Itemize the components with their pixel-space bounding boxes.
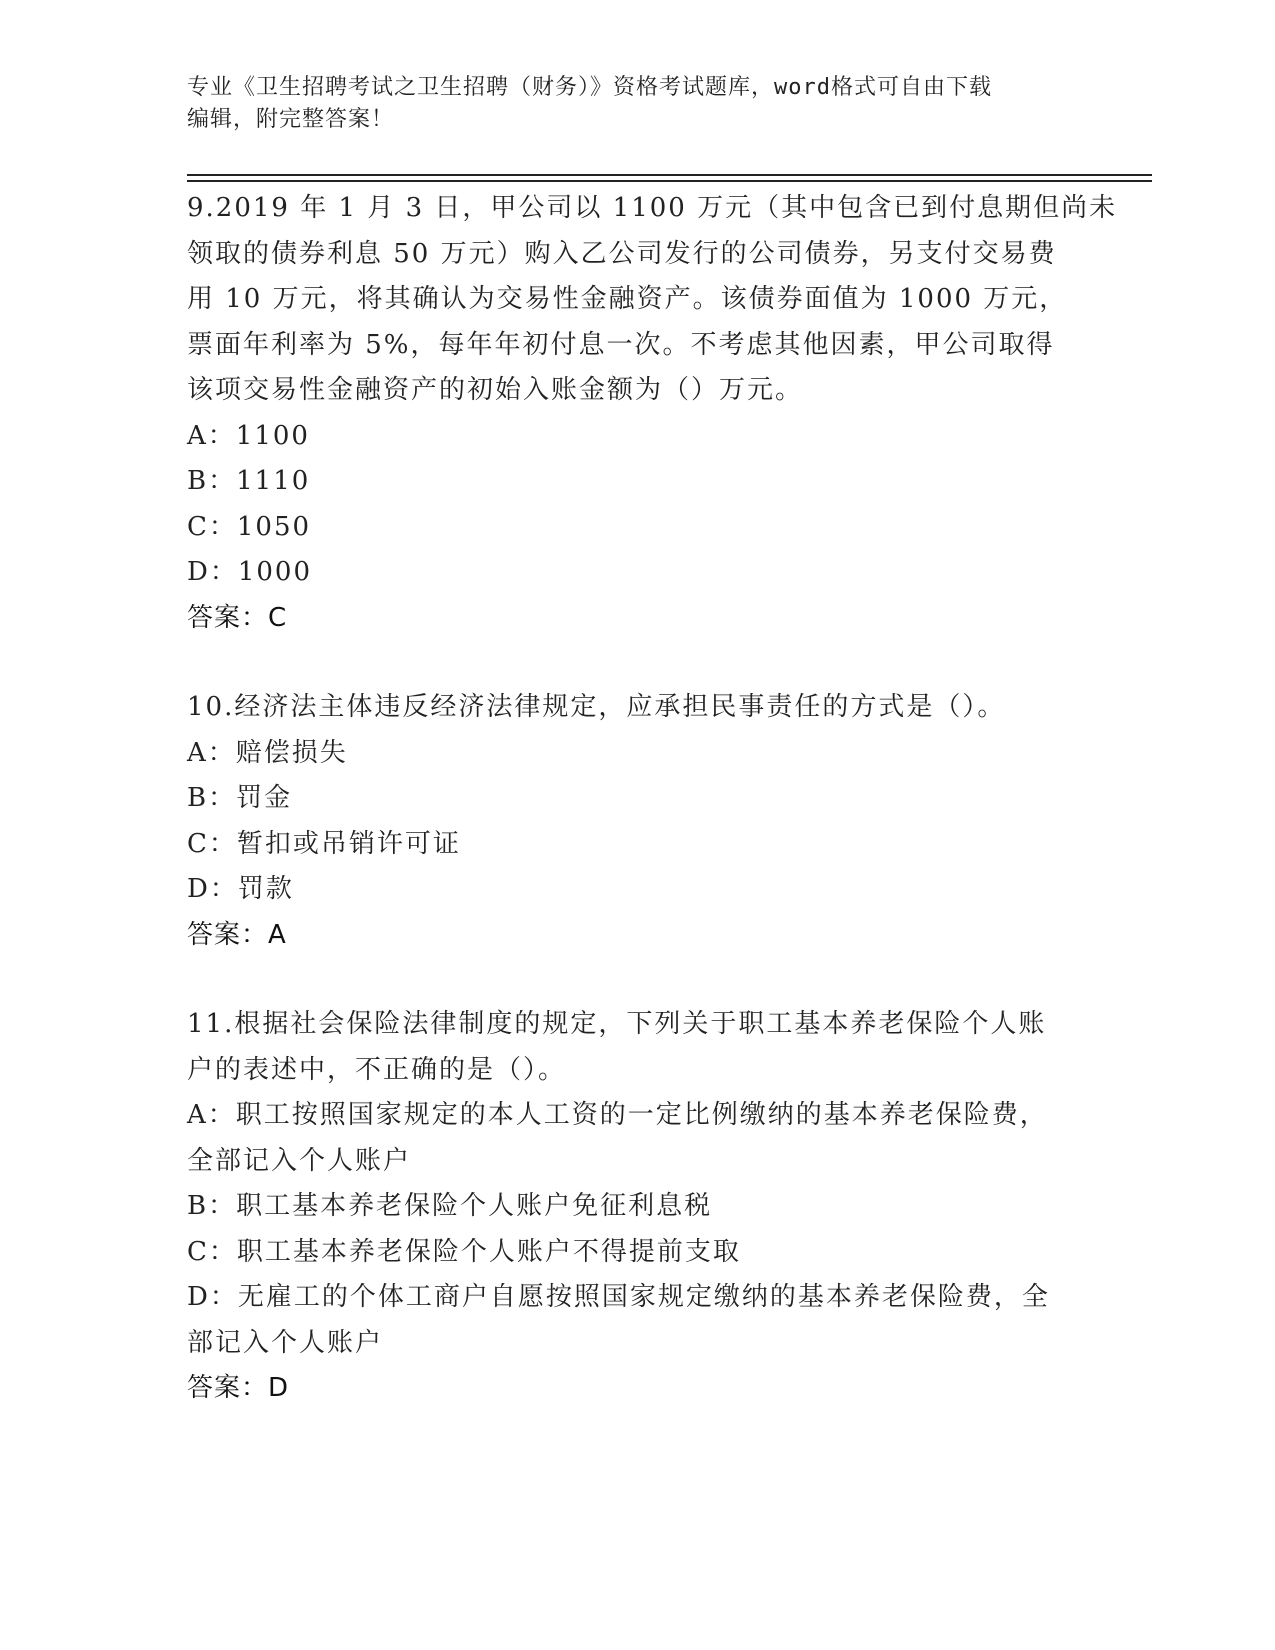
question-text-line: 用 10 万元，将其确认为交易性金融资产。该债券面值为 1000 万元， (187, 284, 1068, 314)
question-text-line: 该项交易性金融资产的初始入账金额为（）万元。 (187, 375, 804, 405)
question-text-line: 户的表述中，不正确的是（）。 (187, 1054, 567, 1085)
option-c: C：暂扣或吊销许可证 (187, 828, 461, 859)
option-text-line: A：职工按照国家规定的本人工资的一定比例缴纳的基本养老保险费， (187, 1100, 1048, 1130)
option-d: D：1000 (187, 557, 313, 587)
option-a: A：1100 (187, 420, 310, 451)
answer-label: 答案：D (187, 1373, 290, 1403)
question-text (187, 186, 1118, 414)
question-text-line: 9.2019 年 1 月 3 日，甲公司以 1100 万元（其中包含已到付息期但尚未 (187, 193, 1118, 223)
document-header (187, 72, 1067, 136)
question-text-line: 10.经济法主体违反经济法律规定，应承担民事责任的方式是（）。 (187, 692, 1006, 722)
question-text-line: 票面年利率为 5%，每年年初付息一次。不考虑其他因素，甲公司取得 (187, 329, 1055, 360)
question-text (187, 1002, 1087, 1093)
question-text-line: 领取的债券利息 50 万元）购入乙公司发行的公司债券，另支付交易费 (187, 238, 1057, 269)
question-text (187, 685, 1087, 731)
option-c: C：1050 (187, 511, 312, 542)
header-divider-top (187, 174, 1152, 176)
option-c: C：职工基本养老保险个人账户不得提前支取 (187, 1236, 741, 1267)
question-10 (187, 685, 1087, 958)
question-11 (187, 1002, 1087, 1412)
option-d (187, 1275, 1087, 1366)
option-text-line: 部记入个人账户 (187, 1327, 384, 1358)
option-a (187, 1093, 1087, 1184)
question-text-line: 11.根据社会保险法律制度的规定，下列关于职工基本养老保险个人账 (187, 1009, 1047, 1039)
option-b: B：罚金 (187, 783, 293, 813)
option-text-line: 全部记入个人账户 (187, 1145, 412, 1176)
header-line-2: 编辑，附完整答案！ (187, 107, 395, 132)
header-line-1: 专业《卫生招聘考试之卫生招聘（财务）》资格考试题库，word格式可自由下载 (187, 75, 992, 100)
answer-label: 答案：C (187, 602, 288, 633)
question-9 (187, 186, 1118, 641)
question-list (187, 186, 1118, 1456)
option-d: D：罚款 (187, 874, 294, 904)
option-text-line: D：无雇工的个体工商户自愿按照国家规定缴纳的基本养老保险费，全 (187, 1282, 1050, 1312)
option-a: A：赔偿损失 (187, 737, 348, 768)
option-b: B：职工基本养老保险个人账户免征利息税 (187, 1191, 713, 1221)
answer-label: 答案：A (187, 919, 287, 950)
header-divider-bottom (187, 180, 1152, 182)
option-b: B：1110 (187, 466, 311, 496)
